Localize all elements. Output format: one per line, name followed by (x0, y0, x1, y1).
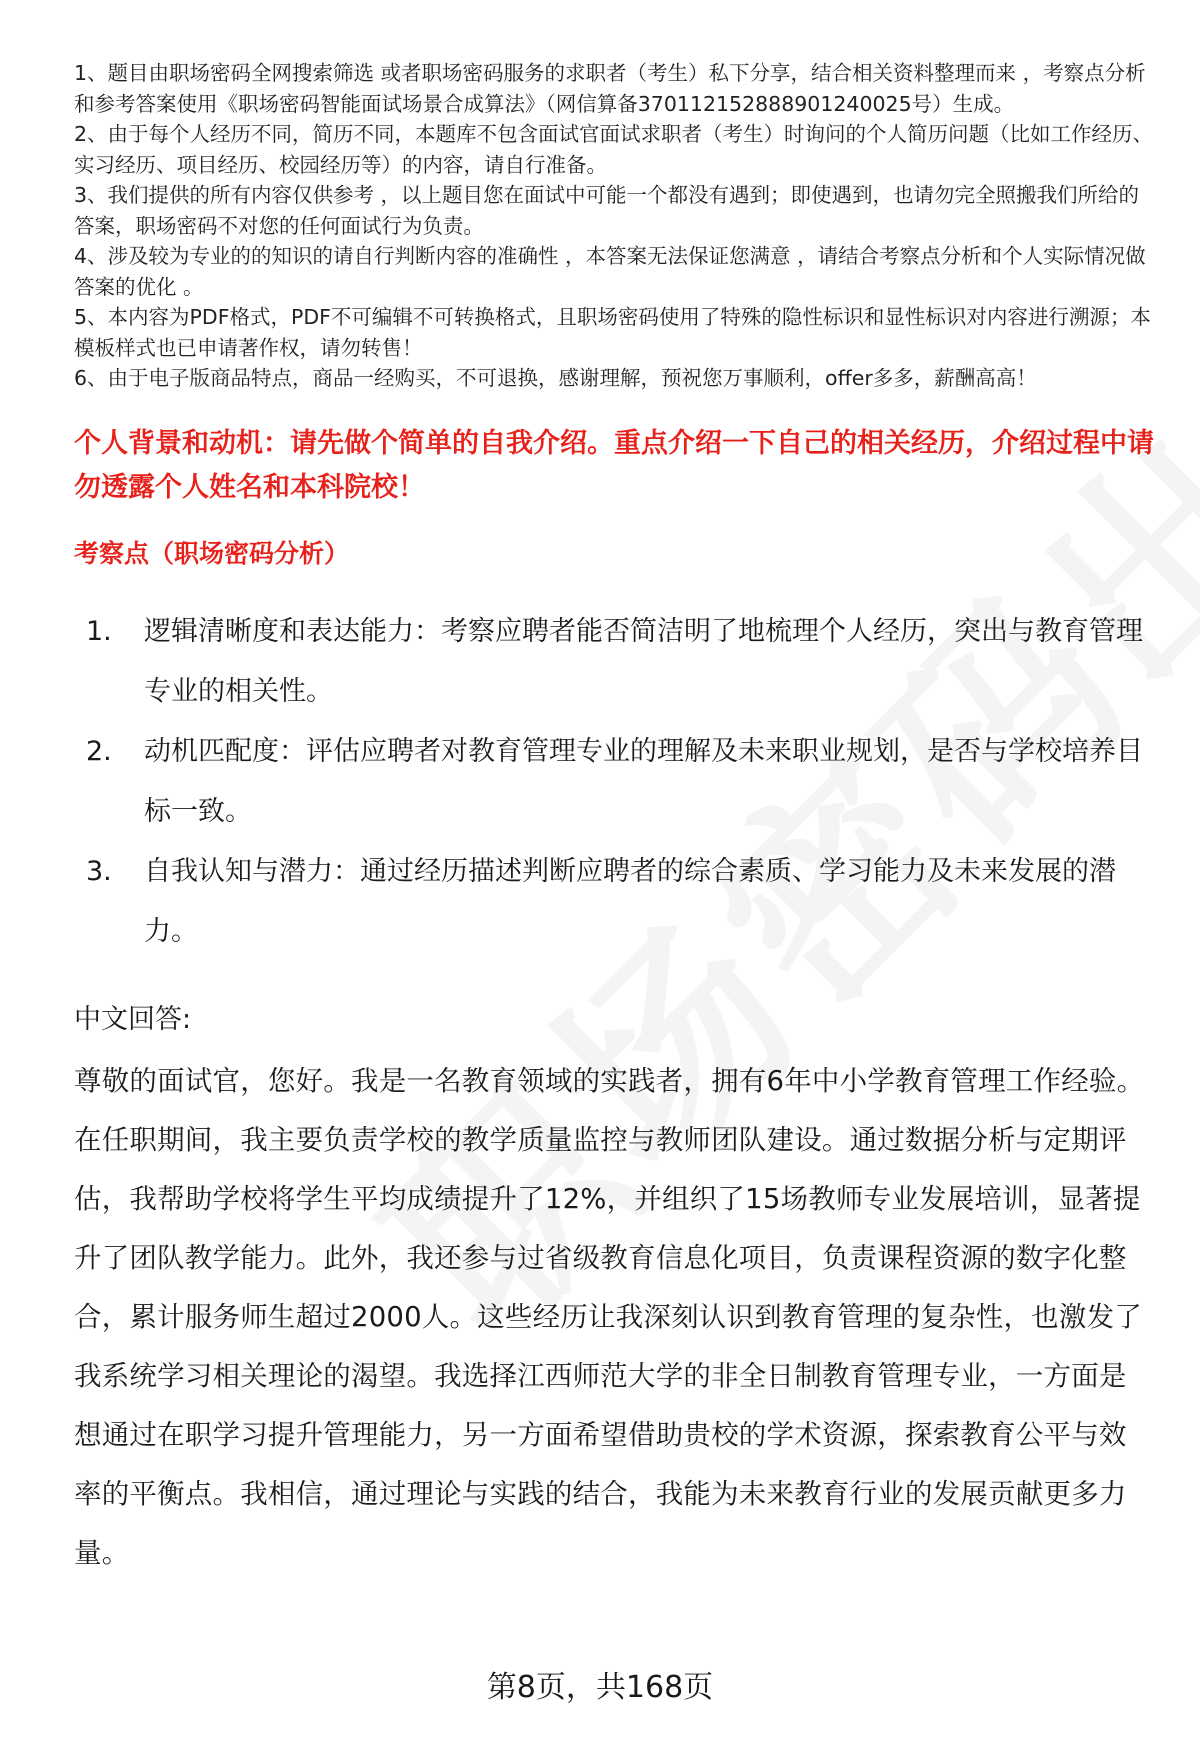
point-item (74, 722, 1154, 842)
note-item: 1、题目由职场密码全网搜索筛选 或者职场密码服务的求职者（考生）私下分享，结合相关资料整理而来 ，考察点分析和参考答案使用《职场密码智能面试场景合成算法》（网信算备370112152888901240025号）生成。 (74, 61, 1146, 116)
point-text: 自我认知与潜力：通过经历描述判断应聘者的综合素质、学习能力及未来发展的潜力。 (144, 855, 1116, 947)
note-item: 6、由于电子版商品特点，商品一经购买，不可退换，感谢理解，预祝您万事顺利，offer多多，薪酬高高！ (74, 366, 1037, 390)
point-item (74, 602, 1154, 722)
document-page (74, 58, 1154, 1583)
page-footer: 第8页，共168页 (486, 1670, 714, 1705)
note-item: 3、我们提供的所有内容仅供参考 ，以上题目您在面试中可能一个都没有遇到；即使遇到，也请勿完全照搬我们所给的答案，职场密码不对您的任何面试行为负责。 (74, 183, 1140, 238)
note-item: 2、由于每个人经历不同，简历不同，本题库不包含面试官面试求职者（考生）时询问的个人简历问题（比如工作经历、实习经历、项目经历、校园经历等）的内容，请自行准备。 (74, 122, 1154, 177)
points-title: 考察点（职场密码分析） (74, 538, 350, 568)
point-number: 3. (86, 855, 112, 887)
assessment-points (74, 602, 1154, 962)
interview-question: 个人背景和动机：请先做个简单的自我介绍。重点介绍一下自己的相关经历，介绍过程中请勿透露个人姓名和本科院校！ (74, 427, 1154, 503)
point-text: 动机匹配度：评估应聘者对教育管理专业的理解及未来职业规划，是否与学校培养目标一致。 (144, 735, 1143, 827)
point-number: 1. (86, 615, 112, 647)
note-item: 5、本内容为PDF格式，PDF不可编辑不可转换格式，且职场密码使用了特殊的隐性标识和显性标识对内容进行溯源；本模板样式也已申请著作权，请勿转售！ (74, 305, 1151, 360)
answer-text: 尊敬的面试官，您好。我是一名教育领域的实践者，拥有6年中小学教育管理工作经验。在任职期间，我主要负责学校的教学质量监控与教师团队建设。通过数据分析与定期评估，我帮助学校将学生平均成绩提升了12%，并组织了15场教师专业发展培训，显著提升了团队教学能力。此外，我还参与过省级教育信息化项目，负责课程资源的数字化整合，累计服务师生超过2000人。这些经历让我深刻认识到教育管理的复杂性，也激发了我系统学习相关理论的渴望。我选择江西师范大学的非全日制教育管理专业，一方面是想通过在职学习提升管理能力，另一方面希望借助贵校的学术资源，探索教育公平与效率的平衡点。我相信，通过理论与实践的结合，我能为未来教育行业的发展贡献更多力量。 (74, 1064, 1145, 1569)
disclaimer-notes (74, 58, 1154, 394)
note-item: 4、涉及较为专业的的知识的请自行判断内容的准确性 ，本答案无法保证您满意 ，请结合考察点分析和个人实际情况做答案的优化 。 (74, 244, 1146, 299)
point-text: 逻辑清晰度和表达能力：考察应聘者能否简洁明了地梳理个人经历，突出与教育管理专业的相关性。 (144, 615, 1143, 707)
point-number: 2. (86, 735, 112, 767)
point-item (74, 842, 1154, 962)
answer-label: 中文回答: (74, 1003, 192, 1035)
